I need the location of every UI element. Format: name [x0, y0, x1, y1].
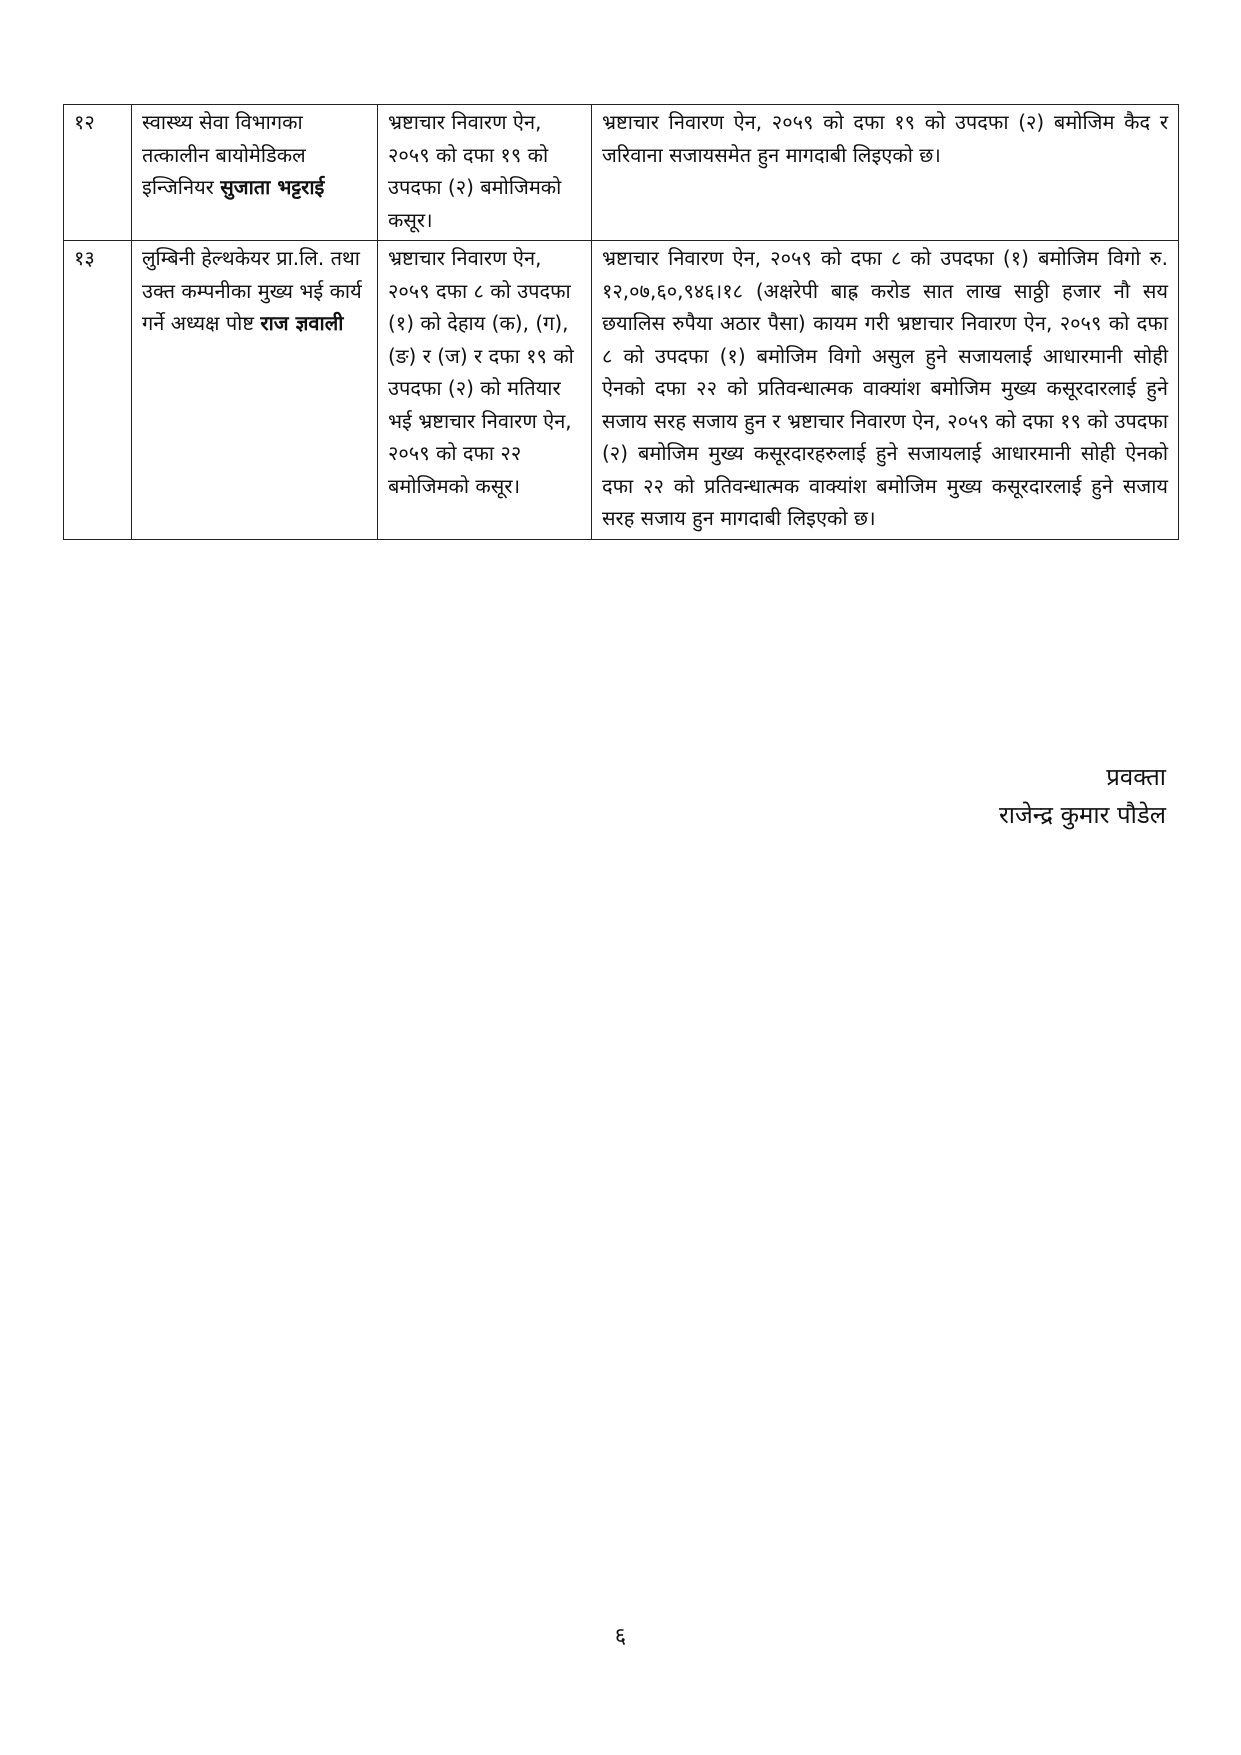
- demand-cell: भ्रष्टाचार निवारण ऐन, २०५९ को दफा १९ को उपदफा (२) बमोजिम कैद र जरिवाना सजायसमेत हुन मागदाबी लिइएको छ।: [592, 105, 1179, 241]
- accused-name: राज ज्ञवाली: [260, 311, 344, 335]
- accused-cell: [132, 105, 378, 241]
- signatory-name: राजेन्द्र कुमार पौडेल: [998, 801, 1166, 829]
- accused-designation: लुम्बिनी हेल्थकेयर प्रा.लि. तथा उक्त कम्पनीका मुख्य भई कार्य गर्ने अध्यक्ष पोष्ट: [142, 246, 362, 335]
- signature-block: [999, 758, 1166, 834]
- charge-cell: भ्रष्टाचार निवारण ऐन, २०५९ को दफा १९ को उपदफा (२) बमोजिमको कसूर।: [378, 105, 592, 241]
- accused-name: सुजाता भट्टराई: [220, 175, 325, 199]
- signatory-title: प्रवक्ता: [1106, 763, 1166, 791]
- charge-cell: भ्रष्टाचार निवारण ऐन, २०५९ दफा ८ को उपदफा (१) को देहाय (क), (ग), (ङ) र (ज) र दफा १९ को उपदफा (२) को मतियार भई भ्रष्टाचार निवारण ऐन, २०५९ को दफा २२ बमोजिमको कसूर।: [378, 241, 592, 540]
- accused-cell: [132, 241, 378, 540]
- table-row: [64, 241, 1179, 540]
- case-table: [63, 104, 1179, 540]
- demand-cell: भ्रष्टाचार निवारण ऐन, २०५९ को दफा ८ को उपदफा (१) बमोजिम विगो रु. १२,०७,६०,९४६।१८ (अक्षरेपी बाह्र करोड सात लाख साठ्ठी हजार नौ सय छयालिस रुपैया अठार पैसा) कायम गरी भ्रष्टाचार निवारण ऐन, २०५९ को दफा ८ को उपदफा (१) बमोजिम विगो असुल हुने सजायलाई आधारमानी सोही ऐनको दफा २२ को प्रतिवन्धात्मक वाक्यांश बमोजिम मुख्य कसूरदारलाई हुने सजाय सरह सजाय हुन र भ्रष्टाचार निवारण ऐन, २०५९ को दफा १९ को उपदफा (२) बमोजिम मुख्य कसूरदारहरुलाई हुने सजायलाई आधारमानी सोही ऐनको दफा २२ को प्रतिवन्धात्मक वाक्यांश बमोजिम मुख्य कसूरदारलाई हुने सजाय सरह सजाय हुन मागदाबी लिइएको छ।: [592, 241, 1179, 540]
- serial-cell: १३: [64, 241, 132, 540]
- serial-cell: १२: [64, 105, 132, 241]
- table-row: [64, 105, 1179, 241]
- page-number: ६: [614, 1624, 627, 1649]
- accused-designation: स्वास्थ्य सेवा विभागका तत्कालीन बायोमेडिकल इन्जिनियर: [142, 110, 306, 199]
